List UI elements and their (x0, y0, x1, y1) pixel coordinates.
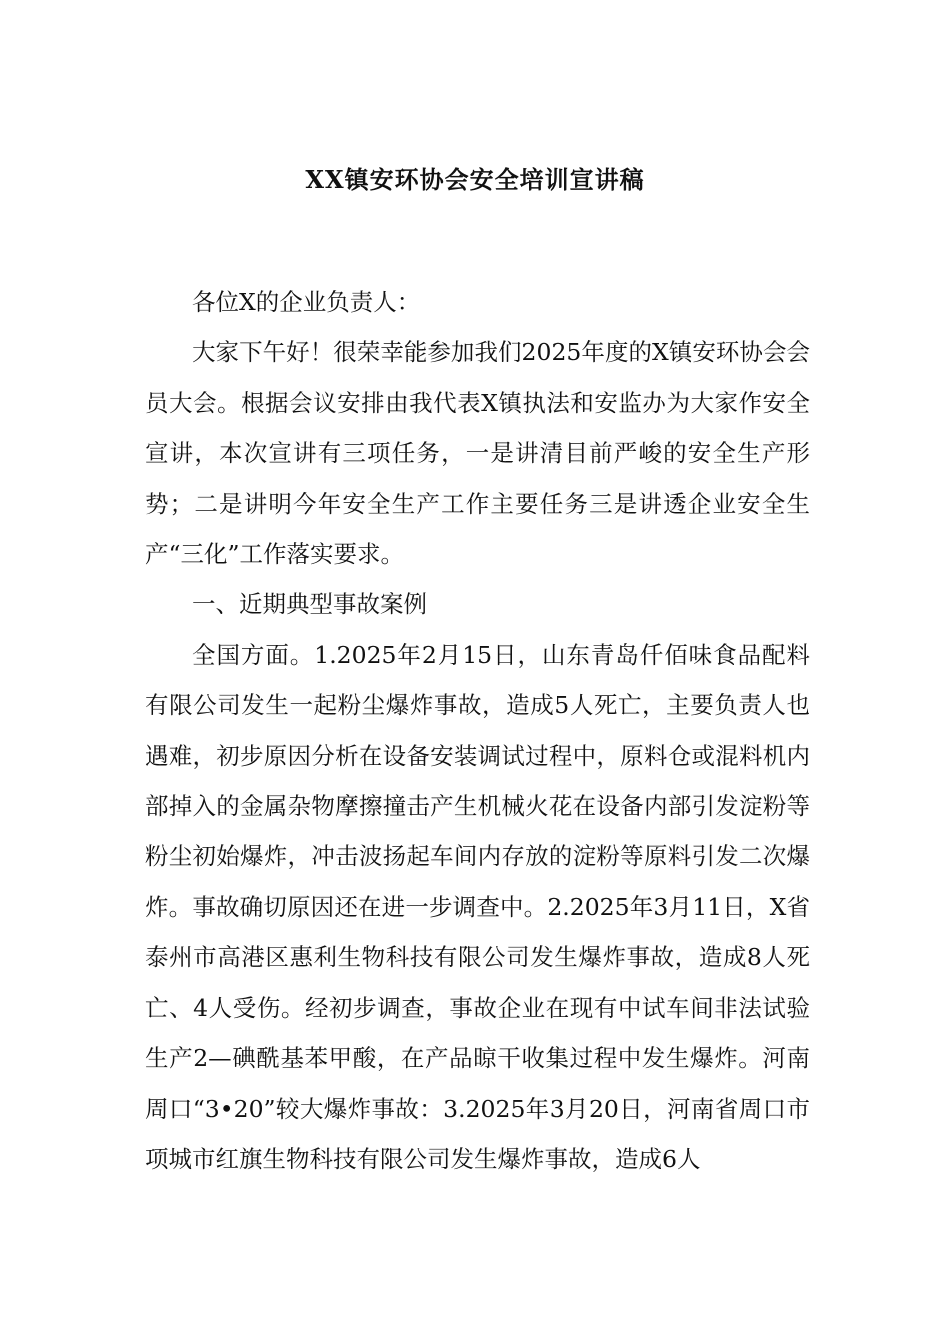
salutation-paragraph: 各位X的企业负责人： (192, 288, 421, 316)
document-title: XX镇安环协会安全培训宣讲稿 (305, 165, 645, 194)
intro-paragraph: 大家下午好！很荣幸能参加我们2025年度的X镇安环协会会员大会。根据会议安排由我代表X镇执法和安监办为大家作安全宣讲，本次宣讲有三项任务，一是讲清目前严峻的安全生产形势；二是讲明今年安全生产工作主要任务三是讲透企业安全生产“三化”工作落实要求。 (145, 338, 810, 569)
document-body (145, 277, 810, 1184)
section-heading: 一、近期典型事故案例 (192, 590, 427, 619)
case-paragraph: 全国方面。1.2025年2月15日，山东青岛仟佰味食品配料有限公司发生一起粉尘爆炸事故，造成5人死亡，主要负责人也遇难，初步原因分析在设备安装调试过程中，原料仓或混料机内部掉入的金属杂物摩擦撞击产生机械火花在设备内部引发淀粉等粉尘初始爆炸，冲击波扬起车间内存放的淀粉等原料引发二次爆炸。事故确切原因还在进一步调查中。2.2025年3月11日，X省泰州市高港区惠利生物科技有限公司发生爆炸事故，造成8人死亡、4人受伤。经初步调查，事故企业在现有中试车间非法试验生产2—碘酰基苯甲酸，在产品晾干收集过程中发生爆炸。河南周口“3•20”较大爆炸事故：3.2025年3月20日，河南省周口市项城市红旗生物科技有限公司发生爆炸事故，造成6人 (145, 640, 810, 1173)
